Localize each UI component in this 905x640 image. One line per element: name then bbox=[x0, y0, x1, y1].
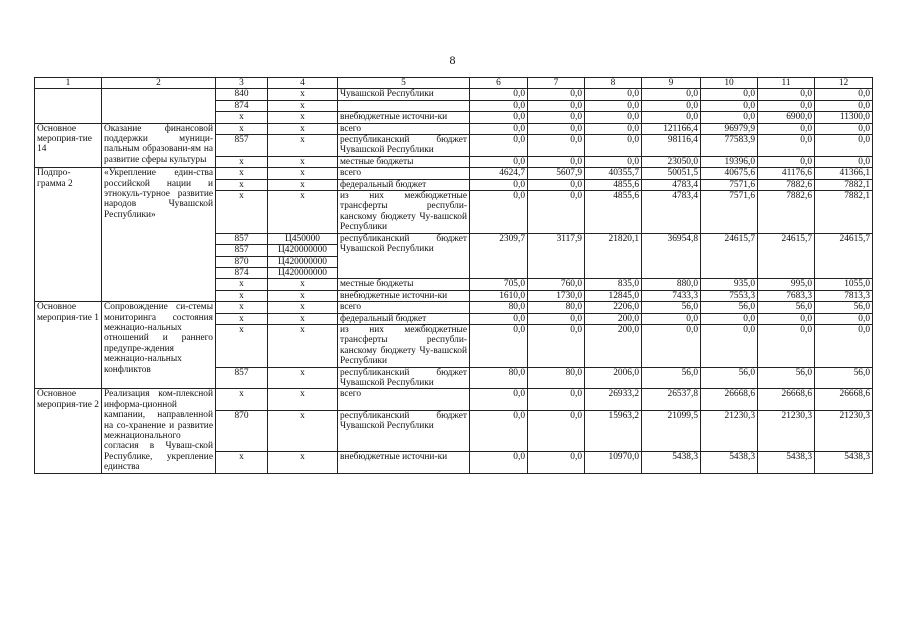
table-row bbox=[35, 89, 873, 100]
value-col-6: 0,0 bbox=[470, 324, 528, 367]
code-col-3: х bbox=[216, 168, 268, 179]
code-col-4: х bbox=[268, 100, 338, 111]
value-col-6: 0,0 bbox=[470, 313, 528, 324]
funding-source: всего bbox=[338, 389, 470, 411]
subprogram-description: «Укрепление един-ства российской нации и этнокуль-турное развитие народов Чувашской Республики» bbox=[102, 168, 216, 302]
value-col-9: 4783,4 bbox=[642, 191, 701, 234]
value-col-10: 0,0 bbox=[701, 100, 758, 111]
value-col-12: 5438,3 bbox=[815, 452, 873, 474]
funding-source bbox=[338, 100, 470, 111]
funding-source: внебюджетные источни-ки bbox=[338, 290, 470, 301]
value-col-6: 0,0 bbox=[470, 179, 528, 190]
value-col-12: 0,0 bbox=[815, 313, 873, 324]
value-col-11: 21230,3 bbox=[758, 410, 815, 451]
value-col-11: 0,0 bbox=[758, 123, 815, 134]
value-col-12: 56,0 bbox=[815, 302, 873, 313]
code-col-3: х bbox=[216, 324, 268, 367]
value-col-11: 7882,6 bbox=[758, 179, 815, 190]
value-col-11: 0,0 bbox=[758, 313, 815, 324]
value-col-7: 0,0 bbox=[528, 313, 585, 324]
value-col-11: 26668,6 bbox=[758, 389, 815, 411]
value-col-8: 2206,0 bbox=[585, 302, 642, 313]
column-header-8: 8 bbox=[585, 78, 642, 89]
column-header-4: 4 bbox=[268, 78, 338, 89]
value-col-9: 50051,5 bbox=[642, 168, 701, 179]
code-col-4: х bbox=[268, 191, 338, 234]
funding-source: из них межбюджетные трансферты республи-канскому бюджету Чу-вашской Республики bbox=[338, 324, 470, 367]
code-col-3: 857 bbox=[216, 233, 268, 244]
code-col-4: х bbox=[268, 324, 338, 367]
value-col-11: 0,0 bbox=[758, 324, 815, 367]
code-col-4: х bbox=[268, 156, 338, 167]
value-col-10: 77583,9 bbox=[701, 135, 758, 157]
value-col-9: 7433,3 bbox=[642, 290, 701, 301]
value-col-9: 0,0 bbox=[642, 324, 701, 367]
value-col-10: 40675,6 bbox=[701, 168, 758, 179]
value-col-9: 0,0 bbox=[642, 112, 701, 123]
event-description: Реализация ком-плексной информа-ционной кампании, направленной на со-хранение и развитие межнационального согласия в Чуваш-ской Республике, укрепление единства bbox=[102, 389, 216, 473]
column-header-11: 11 bbox=[758, 78, 815, 89]
code-col-3: 840 bbox=[216, 89, 268, 100]
code-col-4: Ц420000000 bbox=[268, 267, 338, 278]
funding-source: федеральный бюджет bbox=[338, 179, 470, 190]
value-col-11: 0,0 bbox=[758, 100, 815, 111]
page-number: 8 bbox=[449, 53, 456, 67]
value-col-8: 4855,6 bbox=[585, 191, 642, 234]
value-col-10: 96979,9 bbox=[701, 123, 758, 134]
value-col-11: 24615,7 bbox=[758, 233, 815, 279]
value-col-9: 4783,4 bbox=[642, 179, 701, 190]
value-col-6: 80,0 bbox=[470, 367, 528, 389]
code-col-4: х bbox=[268, 135, 338, 157]
code-col-4: х bbox=[268, 89, 338, 100]
code-col-4: х bbox=[268, 290, 338, 301]
table-row bbox=[35, 168, 873, 179]
value-col-6: 0,0 bbox=[470, 135, 528, 157]
value-col-10: 26668,6 bbox=[701, 389, 758, 411]
code-col-3: х bbox=[216, 302, 268, 313]
code-col-4: х bbox=[268, 123, 338, 134]
funding-source: Чувашской Республики bbox=[338, 89, 470, 100]
value-col-6: 0,0 bbox=[470, 389, 528, 411]
code-col-4: х bbox=[268, 179, 338, 190]
value-col-7: 80,0 bbox=[528, 367, 585, 389]
value-col-8: 0,0 bbox=[585, 112, 642, 123]
event-name: Основное мероприя-тие 1 bbox=[35, 302, 102, 389]
value-col-12: 0,0 bbox=[815, 135, 873, 157]
funding-source: всего bbox=[338, 302, 470, 313]
value-col-8: 0,0 bbox=[585, 100, 642, 111]
value-col-7: 0,0 bbox=[528, 123, 585, 134]
value-col-12: 21230,3 bbox=[815, 410, 873, 451]
code-col-4: Ц420000000 bbox=[268, 245, 338, 256]
code-col-3: 857 bbox=[216, 245, 268, 256]
value-col-8: 10970,0 bbox=[585, 452, 642, 474]
code-col-4: х bbox=[268, 302, 338, 313]
value-col-10: 56,0 bbox=[701, 367, 758, 389]
value-col-8: 200,0 bbox=[585, 324, 642, 367]
code-col-3: 857 bbox=[216, 135, 268, 157]
value-col-8: 4855,6 bbox=[585, 179, 642, 190]
value-col-10: 21230,3 bbox=[701, 410, 758, 451]
header-row bbox=[35, 78, 873, 89]
value-col-10: 7571,6 bbox=[701, 179, 758, 190]
code-col-4: Ц450000 bbox=[268, 233, 338, 244]
value-col-8: 0,0 bbox=[585, 123, 642, 134]
value-col-10: 24615,7 bbox=[701, 233, 758, 279]
value-col-10: 56,0 bbox=[701, 302, 758, 313]
event-name: Основное мероприя-тие 14 bbox=[35, 123, 102, 168]
value-col-7: 0,0 bbox=[528, 112, 585, 123]
value-col-7: 0,0 bbox=[528, 135, 585, 157]
value-col-9: 0,0 bbox=[642, 89, 701, 100]
value-col-11: 41176,6 bbox=[758, 168, 815, 179]
code-col-4: х bbox=[268, 367, 338, 389]
funding-source: всего bbox=[338, 123, 470, 134]
value-col-6: 705,0 bbox=[470, 279, 528, 290]
value-col-10: 935,0 bbox=[701, 279, 758, 290]
value-col-12: 56,0 bbox=[815, 367, 873, 389]
value-col-10: 0,0 bbox=[701, 89, 758, 100]
event-description: Оказание финансовой поддержки муници-пальным образовани-ям на развитие сферы культуры bbox=[102, 123, 216, 168]
value-col-6: 0,0 bbox=[470, 100, 528, 111]
code-col-3: х bbox=[216, 156, 268, 167]
value-col-9: 98116,4 bbox=[642, 135, 701, 157]
value-col-7: 0,0 bbox=[528, 389, 585, 411]
funding-source: внебюджетные источни-ки bbox=[338, 452, 470, 474]
value-col-7: 0,0 bbox=[528, 324, 585, 367]
value-col-12: 0,0 bbox=[815, 100, 873, 111]
funding-source: республиканский бюджет Чувашской Республики bbox=[338, 410, 470, 451]
code-col-3: х bbox=[216, 123, 268, 134]
column-header-10: 10 bbox=[701, 78, 758, 89]
code-col-4: х bbox=[268, 389, 338, 411]
column-header-6: 6 bbox=[470, 78, 528, 89]
table-body bbox=[35, 89, 873, 473]
value-col-8: 200,0 bbox=[585, 313, 642, 324]
value-col-6: 0,0 bbox=[470, 156, 528, 167]
code-col-3: х bbox=[216, 279, 268, 290]
value-col-8: 12845,0 bbox=[585, 290, 642, 301]
event-name bbox=[35, 89, 102, 123]
value-col-7: 0,0 bbox=[528, 89, 585, 100]
value-col-9: 880,0 bbox=[642, 279, 701, 290]
value-col-8: 0,0 bbox=[585, 156, 642, 167]
value-col-7: 0,0 bbox=[528, 410, 585, 451]
code-col-3: 874 bbox=[216, 267, 268, 278]
code-col-3: х bbox=[216, 191, 268, 234]
value-col-6: 0,0 bbox=[470, 191, 528, 234]
code-col-3: х bbox=[216, 452, 268, 474]
funding-source: республиканский бюджет Чувашской Республики bbox=[338, 135, 470, 157]
funding-source: республиканский бюджет Чувашской Республики bbox=[338, 367, 470, 389]
value-col-8: 15963,2 bbox=[585, 410, 642, 451]
value-col-10: 19396,0 bbox=[701, 156, 758, 167]
value-col-7: 0,0 bbox=[528, 452, 585, 474]
code-col-4: Ц420000000 bbox=[268, 256, 338, 267]
value-col-7: 0,0 bbox=[528, 191, 585, 234]
code-col-3: х bbox=[216, 179, 268, 190]
subprogram-name: Подпро-грамма 2 bbox=[35, 168, 102, 302]
code-col-4: х bbox=[268, 313, 338, 324]
value-col-10: 0,0 bbox=[701, 112, 758, 123]
code-col-3: 870 bbox=[216, 410, 268, 451]
value-col-12: 26668,6 bbox=[815, 389, 873, 411]
value-col-11: 7683,3 bbox=[758, 290, 815, 301]
value-col-6: 2309,7 bbox=[470, 233, 528, 279]
code-col-4: х bbox=[268, 410, 338, 451]
value-col-10: 7571,6 bbox=[701, 191, 758, 234]
funding-source: всего bbox=[338, 168, 470, 179]
column-header-7: 7 bbox=[528, 78, 585, 89]
funding-source: местные бюджеты bbox=[338, 279, 470, 290]
value-col-9: 21099,5 bbox=[642, 410, 701, 451]
value-col-8: 0,0 bbox=[585, 89, 642, 100]
value-col-12: 1055,0 bbox=[815, 279, 873, 290]
value-col-12: 7882,1 bbox=[815, 179, 873, 190]
value-col-11: 7882,6 bbox=[758, 191, 815, 234]
code-col-3: 857 bbox=[216, 367, 268, 389]
funding-source: федеральный бюджет bbox=[338, 313, 470, 324]
value-col-9: 23050,0 bbox=[642, 156, 701, 167]
event-name: Основное мероприя-тие 2 bbox=[35, 389, 102, 473]
value-col-8: 0,0 bbox=[585, 135, 642, 157]
value-col-12: 0,0 bbox=[815, 123, 873, 134]
column-header-5: 5 bbox=[338, 78, 470, 89]
value-col-12: 41366,1 bbox=[815, 168, 873, 179]
code-col-3: х bbox=[216, 290, 268, 301]
value-col-10: 7553,3 bbox=[701, 290, 758, 301]
value-col-7: 3117,9 bbox=[528, 233, 585, 279]
value-col-7: 760,0 bbox=[528, 279, 585, 290]
column-header-12: 12 bbox=[815, 78, 873, 89]
value-col-12: 7813,3 bbox=[815, 290, 873, 301]
funding-source: республиканский бюджет Чувашской Республики bbox=[338, 233, 470, 279]
value-col-6: 0,0 bbox=[470, 89, 528, 100]
value-col-10: 0,0 bbox=[701, 313, 758, 324]
value-col-9: 36954,8 bbox=[642, 233, 701, 279]
funding-source: местные бюджеты bbox=[338, 156, 470, 167]
value-col-7: 80,0 bbox=[528, 302, 585, 313]
column-header-1: 1 bbox=[35, 78, 102, 89]
value-col-8: 2006,0 bbox=[585, 367, 642, 389]
value-col-8: 26933,2 bbox=[585, 389, 642, 411]
code-col-4: х bbox=[268, 452, 338, 474]
value-col-11: 56,0 bbox=[758, 302, 815, 313]
value-col-7: 0,0 bbox=[528, 156, 585, 167]
value-col-8: 40355,7 bbox=[585, 168, 642, 179]
value-col-12: 24615,7 bbox=[815, 233, 873, 279]
value-col-12: 0,0 bbox=[815, 324, 873, 367]
value-col-11: 56,0 bbox=[758, 367, 815, 389]
event-description bbox=[102, 89, 216, 123]
value-col-12: 0,0 bbox=[815, 156, 873, 167]
value-col-6: 1610,0 bbox=[470, 290, 528, 301]
table-row bbox=[35, 123, 873, 134]
funding-source: из них межбюджетные трансферты республи-канскому бюджету Чу-вашской Республики bbox=[338, 191, 470, 234]
code-col-3: х bbox=[216, 389, 268, 411]
value-col-9: 56,0 bbox=[642, 302, 701, 313]
code-col-3: 870 bbox=[216, 256, 268, 267]
column-header-3: 3 bbox=[216, 78, 268, 89]
value-col-7: 0,0 bbox=[528, 179, 585, 190]
value-col-10: 0,0 bbox=[701, 324, 758, 367]
budget-table bbox=[34, 77, 873, 474]
funding-source: внебюджетные источни-ки bbox=[338, 112, 470, 123]
table-row bbox=[35, 302, 873, 313]
value-col-7: 5607,9 bbox=[528, 168, 585, 179]
value-col-11: 0,0 bbox=[758, 135, 815, 157]
code-col-4: х bbox=[268, 112, 338, 123]
value-col-11: 6900,0 bbox=[758, 112, 815, 123]
code-col-3: 874 bbox=[216, 100, 268, 111]
code-col-4: х bbox=[268, 279, 338, 290]
value-col-9: 121166,4 bbox=[642, 123, 701, 134]
value-col-6: 0,0 bbox=[470, 410, 528, 451]
value-col-6: 0,0 bbox=[470, 112, 528, 123]
table-row bbox=[35, 389, 873, 411]
value-col-11: 0,0 bbox=[758, 89, 815, 100]
value-col-11: 5438,3 bbox=[758, 452, 815, 474]
column-header-9: 9 bbox=[642, 78, 701, 89]
value-col-12: 7882,1 bbox=[815, 191, 873, 234]
value-col-12: 11300,0 bbox=[815, 112, 873, 123]
event-description: Сопровождение си-стемы мониторинга состояния межнацио-нальных отношений и раннего предупре-ждения межнацио-нальных конфликтов bbox=[102, 302, 216, 389]
value-col-9: 5438,3 bbox=[642, 452, 701, 474]
code-col-4: х bbox=[268, 168, 338, 179]
value-col-8: 835,0 bbox=[585, 279, 642, 290]
value-col-8: 21820,1 bbox=[585, 233, 642, 279]
value-col-12: 0,0 bbox=[815, 89, 873, 100]
value-col-6: 0,0 bbox=[470, 123, 528, 134]
value-col-11: 0,0 bbox=[758, 156, 815, 167]
value-col-7: 1730,0 bbox=[528, 290, 585, 301]
code-col-3: х bbox=[216, 112, 268, 123]
value-col-7: 0,0 bbox=[528, 100, 585, 111]
value-col-10: 5438,3 bbox=[701, 452, 758, 474]
value-col-9: 0,0 bbox=[642, 313, 701, 324]
value-col-9: 0,0 bbox=[642, 100, 701, 111]
column-header-2: 2 bbox=[102, 78, 216, 89]
code-col-3: х bbox=[216, 313, 268, 324]
value-col-6: 80,0 bbox=[470, 302, 528, 313]
value-col-9: 56,0 bbox=[642, 367, 701, 389]
value-col-6: 0,0 bbox=[470, 452, 528, 474]
value-col-6: 4624,7 bbox=[470, 168, 528, 179]
value-col-9: 26537,8 bbox=[642, 389, 701, 411]
value-col-11: 995,0 bbox=[758, 279, 815, 290]
